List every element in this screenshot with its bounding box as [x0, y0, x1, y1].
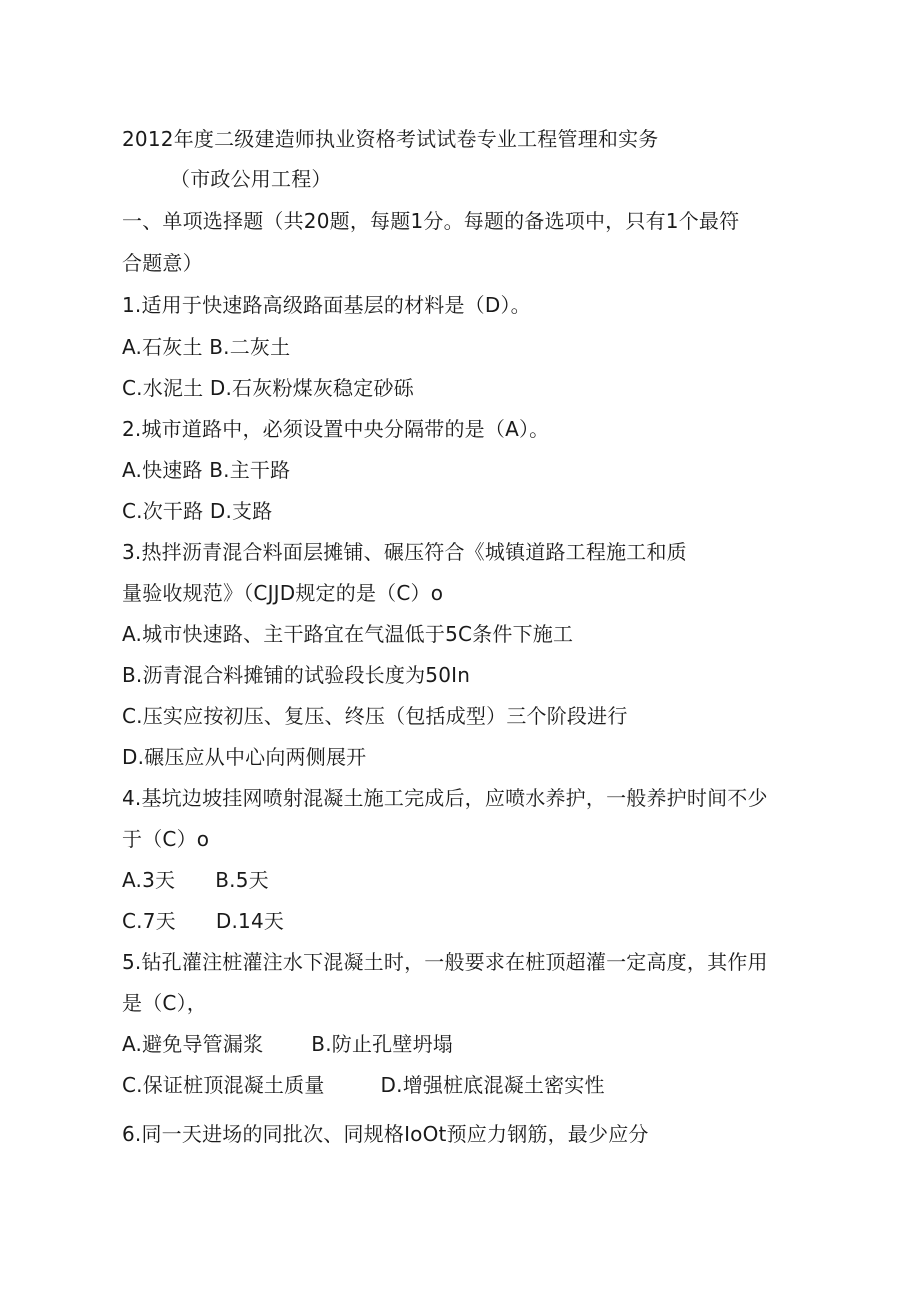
option-a: A.石灰土 — [122, 335, 203, 359]
question-4-options-row-2 — [122, 909, 284, 933]
option-a: A.快速路 — [122, 458, 203, 482]
option-a: A.3天 — [122, 868, 176, 892]
question-5-stem-line-2: 是（C）， — [122, 991, 207, 1015]
option-c: C.次干路 — [122, 499, 204, 523]
section-heading-continued: 合题意） — [122, 251, 203, 275]
option-b: B.主干路 — [209, 458, 291, 482]
option-c: C.水泥土 — [122, 376, 204, 400]
section-heading: 一、单项选择题（共20题，每题1分。每题的备选项中，只有1个最符 — [122, 209, 740, 233]
question-3-option-c: C.压实应按初压、复压、终压（包括成型）三个阶段进行 — [122, 704, 628, 728]
option-d: D.支路 — [209, 499, 273, 523]
question-3-stem-line-1: 3.热拌沥青混合料面层摊铺、碾压符合《城镇道路工程施工和质 — [122, 540, 687, 564]
question-4-stem-line-2: 于（C）o — [122, 827, 210, 851]
question-3-option-b: B.沥青混合料摊铺的试验段长度为50In — [122, 663, 471, 687]
option-d: D.石灰粉煤灰稳定砂砾 — [209, 376, 414, 400]
option-d: D.14天 — [215, 909, 285, 933]
option-c: C.7天 — [122, 909, 176, 933]
option-a: A.避免导管漏浆 — [122, 1032, 264, 1056]
question-3-option-d: D.碾压应从中心向两侧展开 — [122, 745, 367, 769]
question-5-options-row-1 — [122, 1032, 453, 1056]
option-b: B.防止孔壁坍塌 — [311, 1032, 453, 1056]
option-c: C.保证桩顶混凝土质量 — [122, 1073, 325, 1097]
question-2-stem: 2.城市道路中，必须设置中央分隔带的是（A）。 — [122, 417, 550, 441]
question-1-options-row-1 — [122, 335, 290, 359]
page-subtitle: （市政公用工程） — [170, 167, 332, 191]
question-3-option-a: A.城市快速路、主干路宜在气温低于5C条件下施工 — [122, 622, 574, 646]
question-1-options-row-2 — [122, 376, 414, 400]
question-4-options-row-1 — [122, 868, 269, 892]
option-b: B.二灰土 — [209, 335, 291, 359]
question-4-stem-line-1: 4.基坑边坡挂网喷射混凝土施工完成后，应喷水养护，一般养护时间不少 — [122, 786, 768, 810]
question-1-stem: 1.适用于快速路高级路面基层的材料是（D）。 — [122, 293, 531, 317]
question-6-stem: 6.同一天进场的同批次、同规格IoOt预应力钢筋，最少应分 — [122, 1122, 649, 1146]
option-d: D.增强桩底混凝土密实性 — [380, 1073, 605, 1097]
question-3-stem-line-2: 量验收规范》（CJJD规定的是（C）o — [122, 581, 444, 605]
option-b: B.5天 — [215, 868, 269, 892]
question-2-options-row-2 — [122, 499, 272, 523]
question-2-options-row-1 — [122, 458, 290, 482]
question-5-options-row-2 — [122, 1073, 605, 1097]
question-5-stem-line-1: 5.钻孔灌注桩灌注水下混凝土时，一般要求在桩顶超灌一定高度，其作用 — [122, 950, 768, 974]
page-title: 2012年度二级建造师执业资格考试试卷专业工程管理和实务 — [122, 127, 659, 151]
